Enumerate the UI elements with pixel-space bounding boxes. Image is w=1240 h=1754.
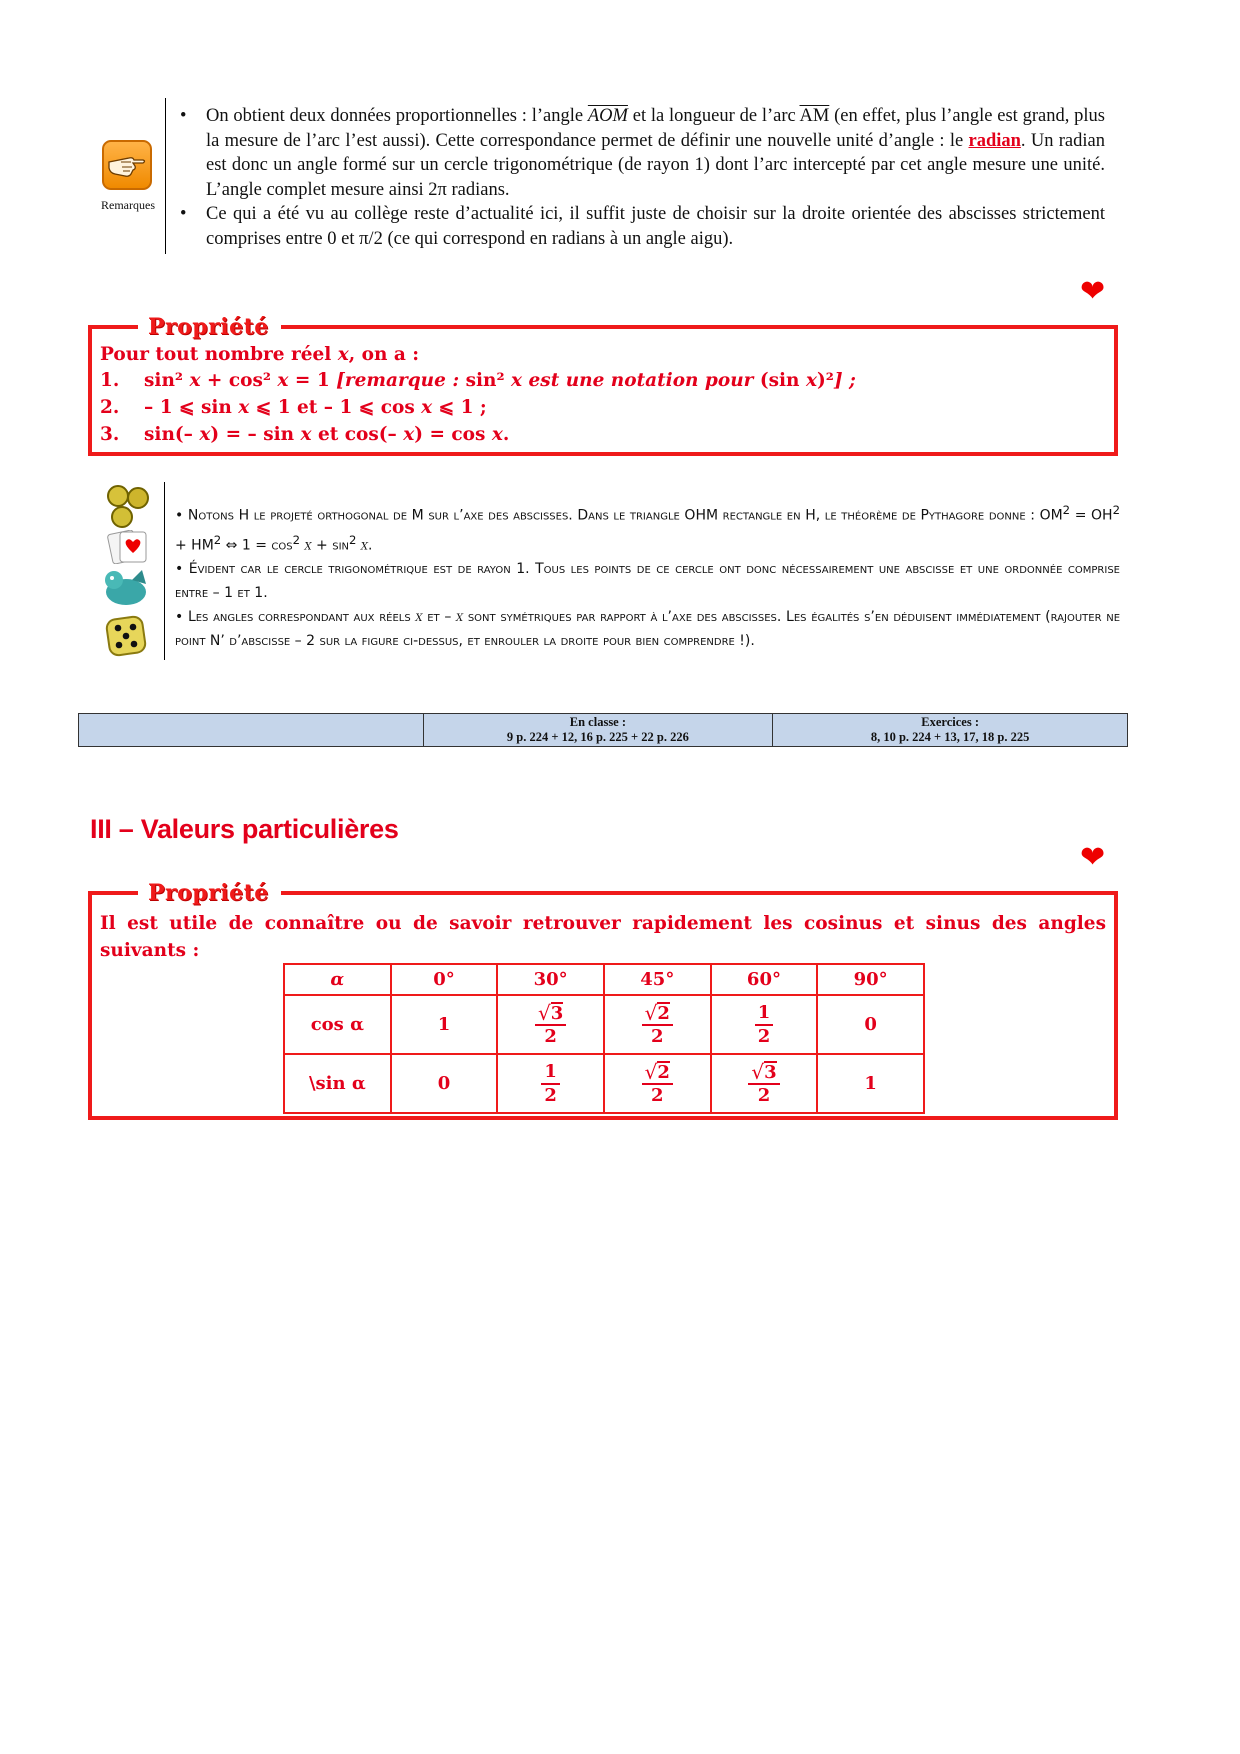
property-label-1: Propriété: [138, 314, 281, 340]
cos-row: cos α 1 √ 3 2 √ 2 2 $\frac{1}{2}$ 0: [284, 995, 924, 1054]
property-text-2: Il est utile de connaître ou de savoir retrouver rapidement les cosinus et sinus des angles suivants :: [100, 913, 1106, 961]
property-label-2: Propriété: [138, 880, 281, 906]
demonstration-text: [175, 498, 1120, 653]
exercises-table: [78, 713, 1128, 747]
property-item-2: 2. – 1 ⩽ sin x ⩽ 1 et – 1 ⩽ cos x ⩽ 1 ;: [100, 397, 487, 418]
sin-row: \sin α 0 $\frac{1}{2}$ √ 2 2 √ 3 2 1: [284, 1054, 924, 1113]
exercises-empty-cell: [79, 714, 424, 747]
remarques-divider: [165, 98, 166, 254]
coins-icon: [104, 484, 152, 535]
property-item-1: 1. sin² x + cos² x = 1 [remarque : sin² x est une notation pour (sin x)²] ;: [100, 370, 856, 391]
demo-bullet-3: • Les angles correspondant aux réels x et – x sont symétriques par rapport à l’axe des abscisses. Les égalités s’en déduisent immédiatement (rajouter ne point N’ d’abscisse – 2 sur la figure ci-dessus, et enrouler la droite pour bien comprendre !).: [175, 609, 1121, 650]
property-intro: Pour tout nombre réel x, on a :: [100, 344, 420, 365]
playing-cards-icon: [104, 530, 152, 569]
heart-icon: ❤: [1080, 840, 1106, 875]
remarques-list: [180, 104, 1105, 251]
angle-aom: $\overline{AOM}$: [587, 106, 628, 126]
dragon-figure-icon: [100, 566, 152, 615]
trig-values-table: [283, 963, 925, 1114]
demo-bullet-1: • Notons H le projeté orthogonal de M sur l’axe des abscisses. Dans le triangle OHM rectangle en H, le théorème de Pythagore donne : $OM^2 = OH^2 + HM^2$ ⇔ $1 = \cos^2 x + \sin^2 x$.: [175, 503, 1120, 554]
remarque-item-radian: • On obtient deux données proportionnelles : l’angle $\overline{AOM}$ et la longueur de l’arc $\overline{AM}$ (en effet, plus l’angle est grand, plus la mesure de l’arc l’est aussi). Cette correspondance permet de définir une nouvelle unité d’angle : le radian. Un radian est donc un angle formé sur un cercle trigonométrique (de rayon 1) dont l’arc intercepté par cet angle mesure une unité. L’angle complet mesure ainsi 2π radians.: [180, 104, 1105, 202]
property-content-1: [100, 344, 1110, 454]
values-header-row: α 0° 30° 45° 60° 90°: [284, 964, 924, 995]
demo-bullet-2: • Évident car le cercle trigonométrique est de rayon 1. Tous les points de ce cercle ont donc nécessairement une abscisse et une ordonnée comprise entre – 1 et 1.: [175, 561, 1120, 602]
arc-am: $\overline{AM}$: [799, 106, 830, 126]
in-class-cell: En classe : 9 p. 224 + 12, 16 p. 225 + 22 p. 226: [423, 714, 773, 747]
remarques-label: Remarques: [101, 198, 155, 212]
remarque-item-college: • Ce qui a été vu au collège reste d’actualité ici, il suffit juste de choisir sur la droite orientée des abscisses strictement comprises entre 0 et π/2 (ce qui correspond en radians à un angle aigu).: [180, 202, 1105, 251]
heart-icon: ❤: [1080, 274, 1106, 309]
pointing-hand-icon: [102, 140, 152, 190]
radian-term: radian: [968, 130, 1021, 151]
dice-icon: [104, 614, 148, 663]
homework-cell: Exercices : 8, 10 p. 224 + 13, 17, 18 p. 225: [773, 714, 1128, 747]
demo-divider: [164, 482, 165, 660]
section-title: III – Valeurs particulières: [90, 814, 399, 844]
property-item-3: 3. sin(– x) = – sin x et cos(– x) = cos x.: [100, 424, 510, 445]
